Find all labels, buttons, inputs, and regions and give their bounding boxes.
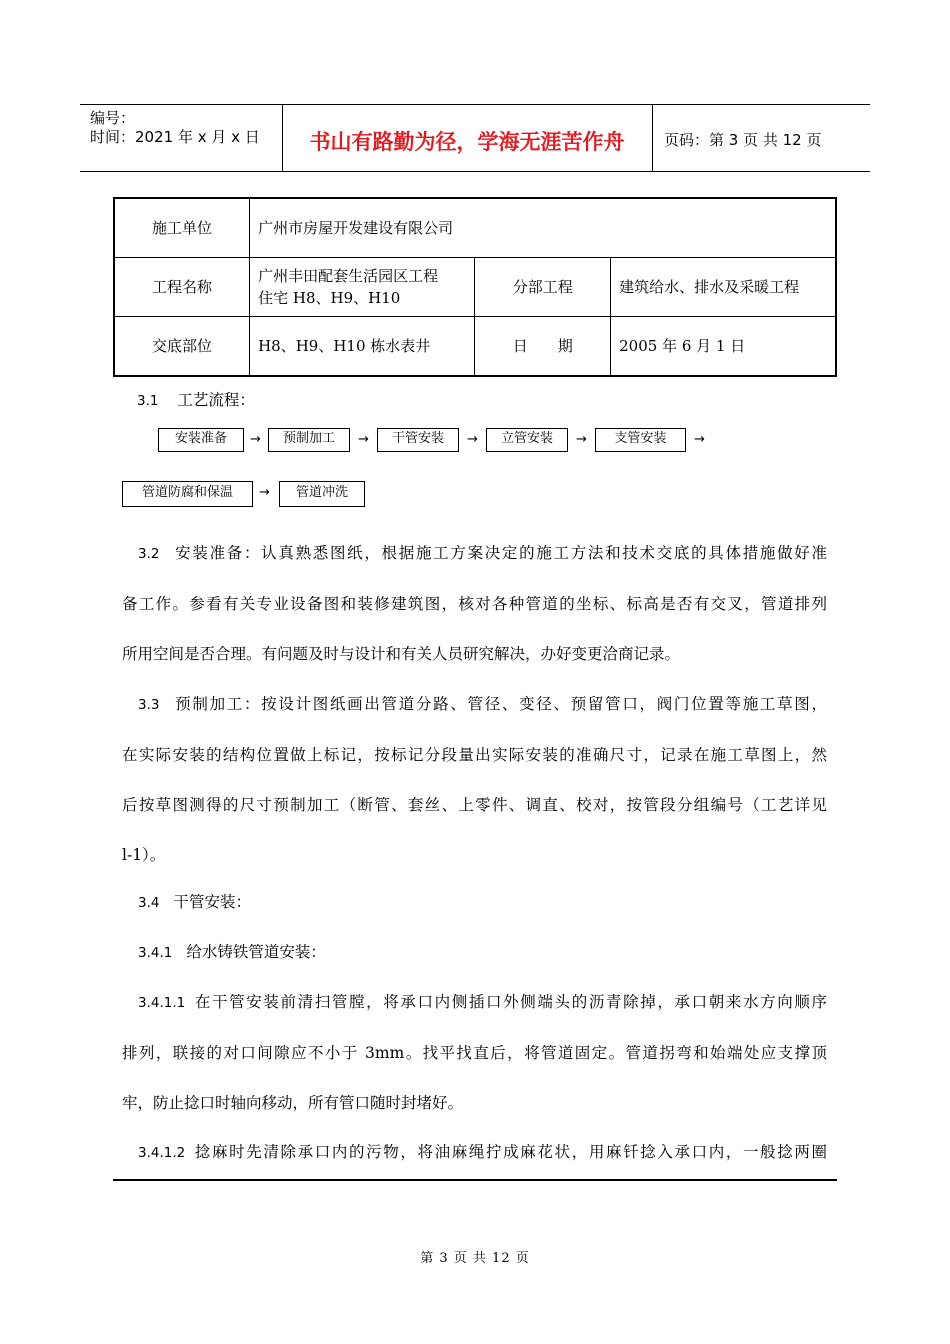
para-line (122, 977, 827, 1028)
para-line: 备工作。参看有关专业设备图和装修建筑图，核对各种管道的坐标、标高是否有交叉，管道排列 (122, 595, 827, 613)
section-3-4-1 (122, 927, 827, 978)
header-motto: 书山有路勤为径，学海无涯苦作舟 (309, 130, 625, 154)
para-line (122, 927, 827, 978)
flow-heading (137, 388, 255, 413)
table-row (114, 198, 836, 258)
flow-step-4: 立管安装 (486, 428, 568, 452)
header-time-label: 时间：2021 年 x 月 x 日 (90, 128, 260, 146)
para-line: l-1）。 (122, 846, 166, 864)
para-line: 后按草图测得的尺寸预制加工（断管、套丝、上零件、调直、校对，按管段分组编号（工艺详见 (122, 796, 827, 814)
subproject-value: 建筑给水、排水及采暖工程 (611, 258, 836, 317)
bottom-rule (113, 1179, 837, 1181)
flow-step-2: 预制加工 (268, 428, 350, 452)
flow-step-6: 管道防腐和保温 (122, 481, 253, 507)
flow-heading-num: 3.1 (137, 393, 159, 409)
location-value: H8、H9、H10 栋水表井 (250, 317, 475, 377)
section-num: 3.4.1 (138, 945, 173, 961)
project-value-line1: 广州丰田配套生活园区工程 (258, 267, 439, 285)
flow-step-7: 管道冲洗 (279, 481, 365, 507)
table-row (114, 317, 836, 377)
info-table (113, 197, 837, 377)
section-3-4 (122, 877, 827, 928)
para-line (122, 877, 827, 928)
para-text: 给水铸铁管道安装： (186, 943, 326, 961)
flow-arrow: → (694, 432, 705, 447)
para-line: 牢，防止捻口时轴向移动，所有管口随时封堵好。 (122, 1094, 464, 1112)
para-text: 在干管安装前清扫管膛，将承口内侧插口外侧端头的沥青除掉，承口朝来水方向顺序 (193, 993, 827, 1011)
unit-value: 广州市房屋开发建设有限公司 (250, 198, 836, 258)
flow-step-3: 干管安装 (377, 428, 459, 452)
para-text: 安装准备：认真熟悉图纸，根据施工方案决定的施工方法和技术交底的具体措施做好准 (173, 544, 827, 562)
flow-heading-text: 工艺流程： (177, 391, 255, 409)
para-line (122, 679, 827, 730)
para-line: 排列，联接的对口间隙应不小于 3mm。找平找直后，将管道固定。管道拐弯和始端处应支撑顶 (122, 1044, 827, 1062)
page-footer: 第 3 页 共 12 页 (420, 1251, 530, 1266)
section-3-3 (122, 679, 827, 880)
unit-label: 施工单位 (114, 198, 250, 258)
flow-arrow: → (250, 432, 261, 447)
section-num: 3.2 (138, 546, 160, 562)
flow-step-5: 支管安装 (595, 428, 686, 452)
header-serial-label: 编号： (90, 109, 136, 127)
date-label: 日 期 (475, 317, 611, 377)
header-bottom-rule (80, 171, 870, 172)
section-num: 3.4.1.1 (138, 995, 186, 1011)
flow-arrow: → (576, 432, 587, 447)
section-3-4-1-2 (122, 1127, 827, 1178)
section-3-2 (122, 528, 827, 679)
subproject-label: 分部工程 (475, 258, 611, 317)
para-text: 捻麻时先清除承口内的污物，将油麻绳拧成麻花状，用麻钎捻入承口内，一般捻两圈 (193, 1143, 827, 1161)
flow-arrow: → (259, 485, 270, 500)
project-label: 工程名称 (114, 258, 250, 317)
section-3-4-1-1 (122, 977, 827, 1128)
para-line (122, 1127, 827, 1178)
project-value (250, 258, 475, 317)
flow-arrow: → (358, 432, 369, 447)
section-num: 3.3 (138, 697, 160, 713)
date-value: 2005 年 6 月 1 日 (611, 317, 836, 377)
table-row (114, 258, 836, 317)
flow-step-1: 安装准备 (158, 428, 244, 452)
section-num: 3.4 (138, 895, 160, 911)
header-top-rule (80, 104, 870, 105)
header-divider-right (652, 105, 653, 172)
flow-arrow: → (467, 432, 478, 447)
para-line: 在实际安装的结构位置做上标记，按标记分段量出实际安装的准确尺寸，记录在施工草图上，然 (122, 746, 827, 764)
para-text: 预制加工：按设计图纸画出管道分路、管径、变径、预留管口，阀门位置等施工草图， (173, 695, 827, 713)
header-page-label: 页码：第 3 页 共 12 页 (664, 131, 822, 149)
para-text: 干管安装： (173, 893, 251, 911)
location-label: 交底部位 (114, 317, 250, 377)
para-line (122, 528, 827, 579)
project-value-line2: 住宅 H8、H9、H10 (258, 289, 401, 307)
para-line: 所用空间是否合理。有问题及时与设计和有关人员研究解决，办好变更洽商记录。 (122, 645, 681, 663)
section-num: 3.4.1.2 (138, 1145, 186, 1161)
